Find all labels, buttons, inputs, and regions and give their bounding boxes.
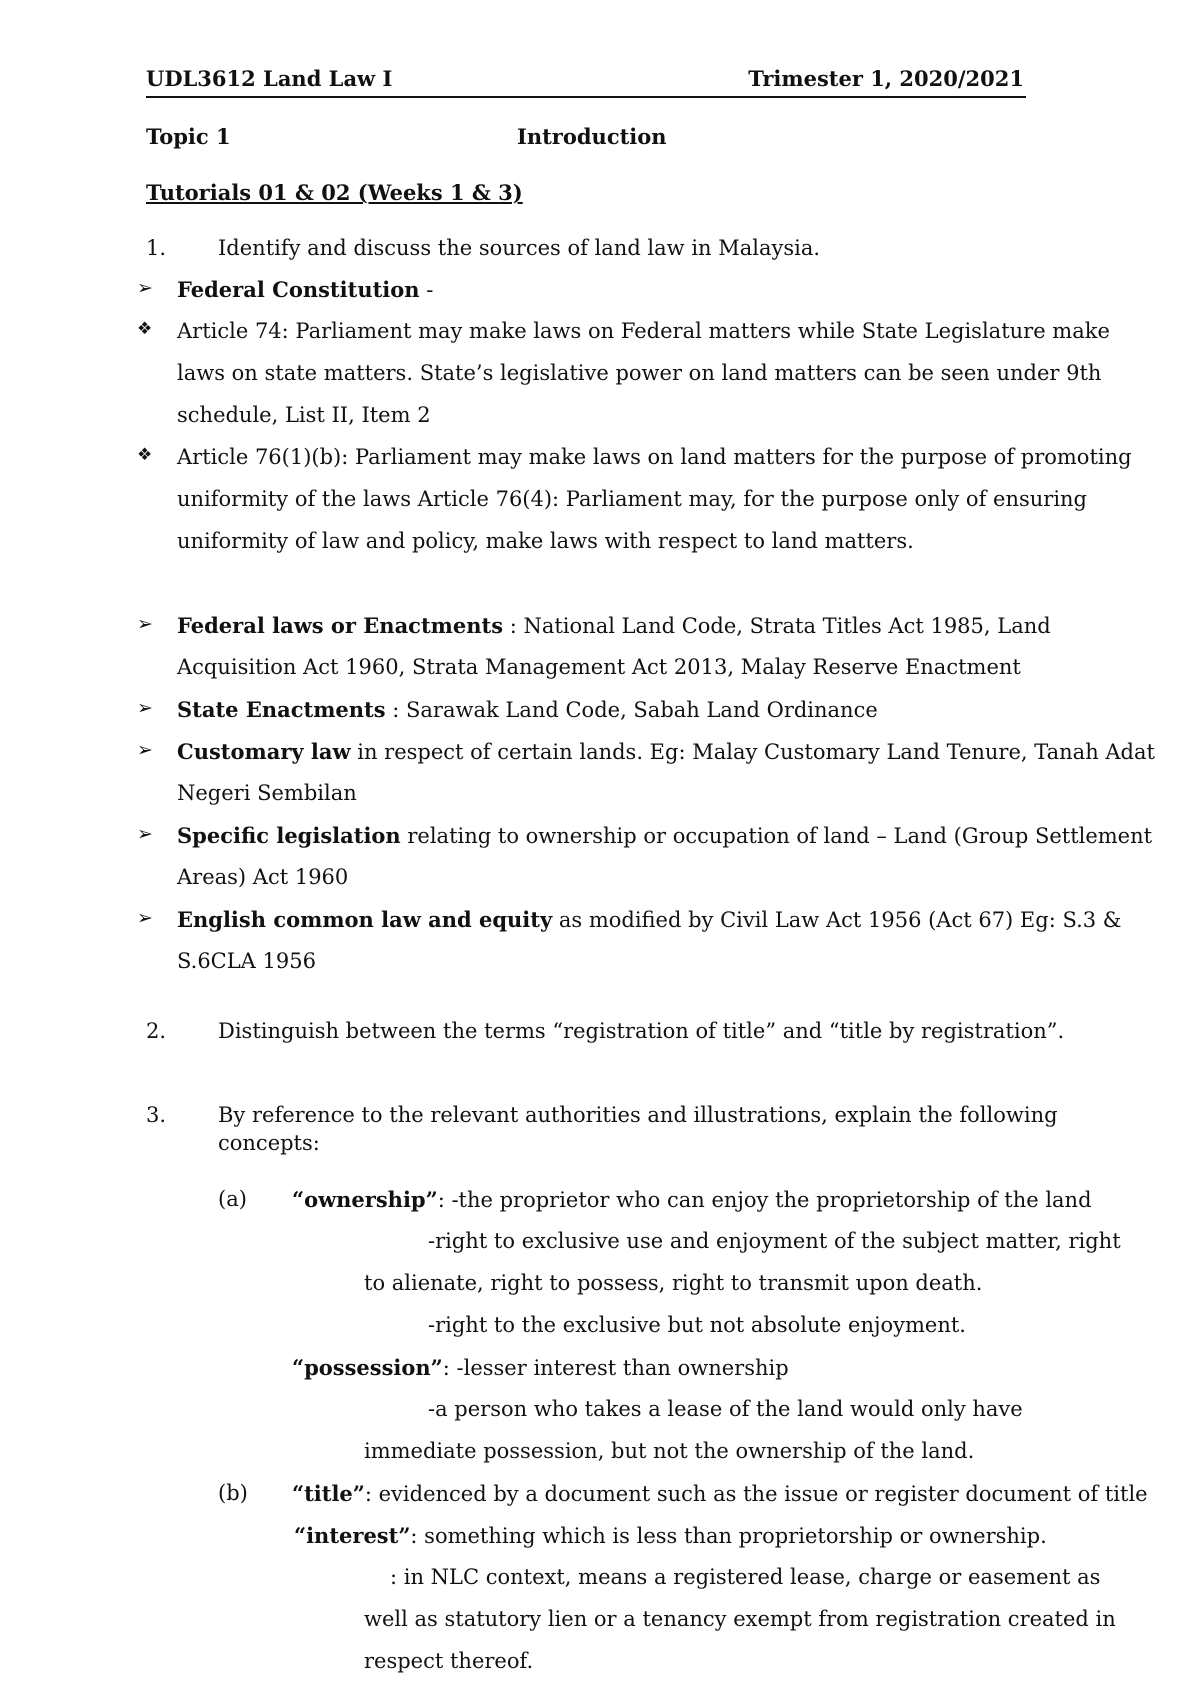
q3-line2: concepts: (218, 1131, 320, 1155)
interest-def: : something which is less than proprietorship or ownership. (410, 1524, 1047, 1548)
arrow-icon: ➢ (137, 907, 153, 929)
arrow-icon: ➢ (137, 823, 153, 845)
federal-laws-item (177, 613, 1051, 638)
article76-line1: Article 76(1)(b): Parliament may make laws on land matters for the purpose of promoting (177, 445, 1132, 469)
customary-law-text: in respect of certain lands. Eg: Malay Customary Land Tenure, Tanah Adat (350, 740, 1155, 764)
arrow-icon: ➢ (137, 697, 153, 719)
topic-title: Introduction (517, 124, 667, 149)
q3-line1: By reference to the relevant authorities and illustrations, explain the following (218, 1103, 1058, 1127)
state-enactments-label: State Enactments (177, 697, 386, 722)
federal-constitution-item (177, 277, 433, 302)
arrow-icon: ➢ (137, 739, 153, 761)
federal-laws-label: Federal laws or Enactments (177, 613, 504, 638)
q3-a-label: (a) (218, 1187, 247, 1211)
article74-line2: laws on state matters. State’s legislative power on land matters can be seen under 9th (177, 361, 1102, 385)
title-term: “title” (292, 1481, 365, 1506)
term-label: Trimester 1, 2020/2021 (748, 66, 1024, 91)
state-enactments-item (177, 697, 878, 722)
english-law-label: English common law and equity (177, 907, 553, 932)
interest-term: “interest” (294, 1523, 411, 1548)
possession-item (292, 1355, 789, 1380)
specific-legislation-text: relating to ownership or occupation of land – Land (Group Settlement (400, 824, 1153, 848)
federal-laws-text: : National Land Code, Strata Titles Act 1985, Land (503, 614, 1051, 638)
q3-b-label: (b) (218, 1481, 248, 1505)
q1-text: Identify and discuss the sources of land law in Malaysia. (218, 236, 821, 260)
title-def: : evidenced by a document such as the issue or register document of title (364, 1482, 1148, 1506)
article76-line3: uniformity of law and policy, make laws with respect to land matters. (177, 529, 914, 553)
ownership-line3: to alienate, right to possess, right to transmit upon death. (364, 1271, 983, 1295)
possession-def: : -lesser interest than ownership (442, 1356, 789, 1380)
english-law-item (177, 907, 1122, 932)
specific-legislation-item (177, 823, 1152, 848)
english-law-text: as modified by Civil Law Act 1956 (Act 67) Eg: S.3 & (552, 908, 1122, 932)
diamond-icon: ❖ (137, 319, 153, 339)
interest-line4: respect thereof. (364, 1649, 534, 1673)
ownership-item (292, 1187, 1092, 1212)
federal-constitution-suffix: - (419, 278, 434, 302)
possession-term: “possession” (292, 1355, 443, 1380)
possession-line3: immediate possession, but not the ownership of the land. (364, 1439, 975, 1463)
state-enactments-text: : Sarawak Land Code, Sabah Land Ordinance (385, 698, 878, 722)
possession-line2: -a person who takes a lease of the land would only have (428, 1397, 1023, 1421)
federal-laws-line2: Acquisition Act 1960, Strata Management Act 2013, Malay Reserve Enactment (177, 655, 1021, 679)
q2-text: Distinguish between the terms “registration of title” and “title by registration”. (218, 1019, 1065, 1043)
interest-line2: : in NLC context, means a registered lease, charge or easement as (390, 1565, 1101, 1589)
ownership-line2: -right to exclusive use and enjoyment of the subject matter, right (428, 1229, 1121, 1253)
customary-law-label: Customary law (177, 739, 351, 764)
customary-law-item (177, 739, 1155, 764)
title-item (292, 1481, 1148, 1506)
interest-item (294, 1523, 1047, 1548)
article76-line2: uniformity of the laws Article 76(4): Parliament may, for the purpose only of ensuring (177, 487, 1088, 511)
topic-label: Topic 1 (146, 124, 231, 149)
arrow-icon: ➢ (137, 613, 153, 635)
ownership-term: “ownership” (292, 1187, 438, 1212)
diamond-icon: ❖ (137, 445, 153, 465)
ownership-line4: -right to the exclusive but not absolute enjoyment. (428, 1313, 966, 1337)
article74-line3: schedule, List II, Item 2 (177, 403, 431, 427)
specific-legislation-label: Specific legislation (177, 823, 401, 848)
course-title: UDL3612 Land Law I (146, 66, 393, 91)
ownership-def: : -the proprietor who can enjoy the proprietorship of the land (437, 1188, 1092, 1212)
article74-line1: Article 74: Parliament may make laws on Federal matters while State Legislature make (177, 319, 1110, 343)
english-law-line2: S.6CLA 1956 (177, 949, 316, 973)
q2-number: 2. (146, 1019, 167, 1043)
customary-law-line2: Negeri Sembilan (177, 781, 357, 805)
header-rule (146, 96, 1026, 98)
specific-legislation-line2: Areas) Act 1960 (177, 865, 349, 889)
q3-number: 3. (146, 1103, 167, 1127)
interest-line3: well as statutory lien or a tenancy exempt from registration created in (364, 1607, 1116, 1631)
tutorial-heading: Tutorials 01 & 02 (Weeks 1 & 3) (146, 180, 523, 205)
federal-constitution-label: Federal Constitution (177, 277, 420, 302)
q1-number: 1. (146, 236, 167, 260)
arrow-icon: ➢ (137, 277, 153, 299)
